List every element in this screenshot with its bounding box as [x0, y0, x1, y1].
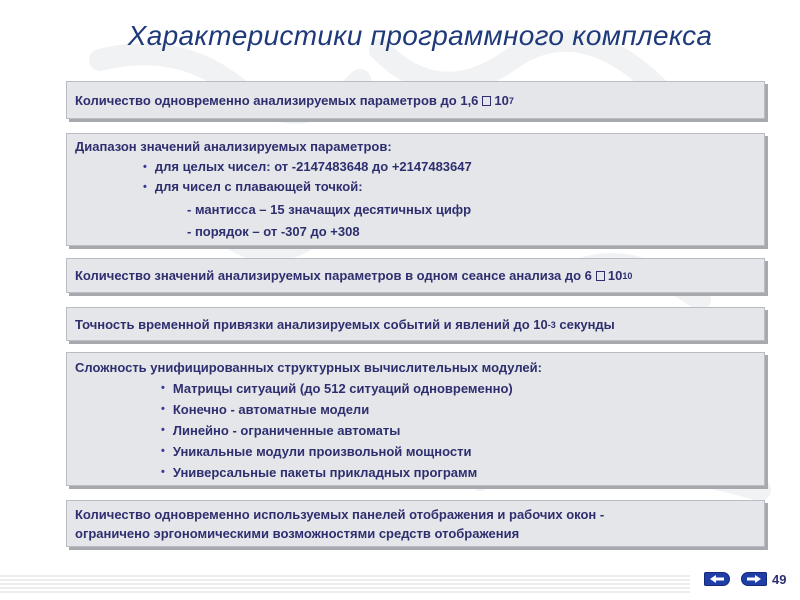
bullet-icon: •: [161, 424, 165, 436]
mantissa-text: - мантисса – 15 значащих десятичных цифр: [187, 202, 472, 217]
bullet-icon: •: [161, 403, 165, 415]
list-item: [75, 378, 756, 399]
module-complexity-heading: Сложность унифицированных структурных вычислительных модулей:: [75, 360, 542, 375]
module-item-5: Универсальные пакеты прикладных программ: [172, 465, 478, 480]
multiply-symbol-icon: [482, 96, 491, 106]
bullet-icon: •: [143, 181, 147, 193]
multiply-symbol-icon: [596, 271, 605, 281]
display-panels-line-2: ограничено эргономическими возможностями средств отображения: [75, 526, 520, 541]
module-item-1: Матрицы ситуаций (до 512 ситуаций одновременно): [172, 381, 513, 396]
bullet-icon: •: [161, 382, 165, 394]
list-item: [75, 399, 756, 420]
param-count-box: Количество одновременно анализируемых параметров до 1,6 10 7: [66, 81, 765, 119]
footer-lines: [0, 566, 800, 600]
time-precision-suffix: секунды: [559, 317, 615, 332]
value-range-heading: Диапазон значений анализируемых параметров:: [75, 139, 392, 154]
display-panels-box: [66, 500, 765, 547]
list-item: [75, 157, 756, 177]
exponent-text: - порядок – от -307 до +308: [187, 224, 360, 239]
module-item-2: Конечно - автоматные модели: [172, 402, 370, 417]
display-panels-line-1: Количество одновременно используемых панелей отображения и рабочих окон -: [75, 507, 605, 522]
param-count-text: Количество одновременно анализируемых параметров до 1,6: [75, 93, 479, 108]
list-item: [75, 420, 756, 441]
list-item: [75, 441, 756, 462]
page-title: Характеристики программного комплекса: [127, 20, 713, 51]
list-item: [75, 177, 756, 197]
previous-slide-button[interactable]: [704, 572, 730, 586]
module-item-3: Линейно - ограниченные автоматы: [172, 423, 401, 438]
module-complexity-box: [66, 352, 765, 486]
page-number: 49: [772, 572, 787, 587]
float-range-text: для чисел с плавающей точкой:: [154, 179, 363, 194]
arrow-left-icon: [710, 575, 724, 583]
bullet-icon: •: [161, 445, 165, 457]
param-count-exp-base: 10: [494, 93, 509, 108]
time-precision-box: Точность временной привязки анализируемых событий и явлений до 10 -3 секунды: [66, 307, 765, 341]
values-per-session-box: Количество значений анализируемых параметров в одном сеансе анализа до 6 10 10: [66, 258, 765, 293]
values-per-session-exp-base: 10: [607, 268, 623, 283]
next-slide-button[interactable]: [741, 572, 767, 586]
module-item-4: Уникальные модули произвольной мощности: [172, 444, 472, 459]
value-range-box: [66, 133, 765, 246]
list-item: [75, 462, 756, 483]
bullet-icon: •: [143, 161, 147, 173]
values-per-session-text: Количество значений анализируемых параметров в одном сеансе анализа до 6: [75, 268, 592, 283]
integer-range-text: для целых чисел: от -2147483648 до +2147483647: [154, 159, 472, 174]
time-precision-text: Точность временной привязки анализируемых событий и явлений до 10: [75, 317, 548, 332]
bullet-icon: •: [161, 466, 165, 478]
arrow-right-icon: [747, 575, 761, 583]
